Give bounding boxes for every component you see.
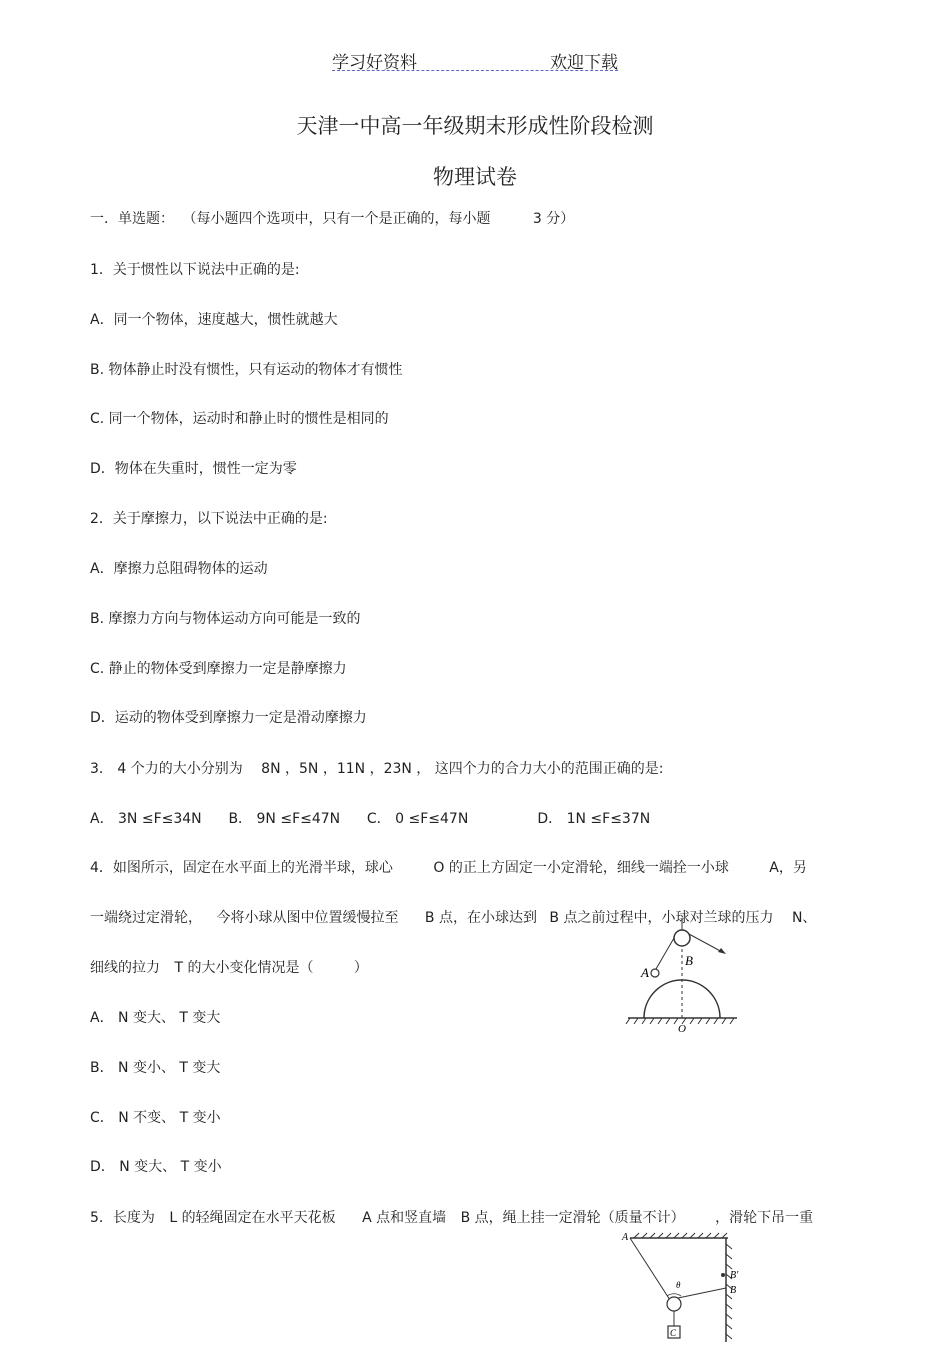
- q4-line-3-part-c: ）: [353, 960, 368, 976]
- header-right-text: 欢迎下载: [550, 53, 618, 73]
- document-subtitle: 物理试卷: [433, 165, 517, 189]
- q4-hemisphere-figure: [620, 918, 745, 1036]
- pull-arrow-icon: [718, 948, 726, 954]
- q1-option-d: D．物体在失重时，惯性一定为零: [90, 461, 297, 477]
- q3-option-d: D． 1N ≤F≤37N: [537, 811, 651, 827]
- q4-line-2-part-a: 一端绕过定滑轮，: [90, 910, 202, 926]
- section-heading: [90, 208, 574, 228]
- label-a: A: [641, 965, 649, 980]
- q4-line-2-part-c: B 点，在小球达到: [424, 910, 537, 926]
- q2-option-a: A．摩擦力总阻碍物体的运动: [90, 561, 268, 577]
- rope-left: [630, 1238, 670, 1300]
- section-note: （每小题四个选项中，只有一个是正确的，每小题: [182, 211, 491, 227]
- q4-line-2-part-d: B 点之前过程中，小球对兰球的压力: [549, 910, 774, 926]
- q1-option-c: C. 同一个物体，运动时和静止时的惯性是相同的: [90, 411, 389, 427]
- q4-line-2-part-e: N、: [791, 910, 817, 926]
- q3-forces: 8N ，5N ，11N ，23N ，: [261, 761, 431, 777]
- q3-option-c: C． 0 ≤F≤47N: [366, 811, 469, 827]
- rope-right: [678, 1288, 726, 1298]
- q3-option-a: A． 3N ≤F≤34N: [90, 811, 202, 827]
- string-pull: [689, 934, 724, 953]
- q3-stem-start: 3． 4 个力的大小分别为: [90, 761, 243, 777]
- header-left-text: 学习好资料: [332, 53, 417, 73]
- q5-part-e: ，滑轮下吊一重: [715, 1210, 814, 1226]
- q4-line-3-part-a: 细线的拉力: [90, 960, 160, 976]
- q2-option-c: C. 静止的物体受到摩擦力一定是静摩擦力: [90, 661, 347, 677]
- document-title: 天津一中高一年级期末形成性阶段检测: [296, 114, 654, 138]
- ball-a: [651, 969, 659, 977]
- header-dashed-rule: [332, 70, 618, 71]
- label-b: B: [685, 953, 693, 968]
- q4-option-b: B． N 变小、 T 变大: [90, 1060, 221, 1076]
- label-a: A: [622, 1232, 629, 1243]
- q1-option-b: B. 物体静止时没有惯性，只有运动的物体才有惯性: [90, 362, 403, 378]
- q2-option-d: D．运动的物体受到摩擦力一定是滑动摩擦力: [90, 710, 367, 726]
- page-header: [332, 48, 618, 72]
- label-c: C: [670, 1328, 677, 1338]
- q3-option-b: B． 9N ≤F≤47N: [228, 811, 341, 827]
- q5-part-d: B 点，绳上挂一定滑轮（质量不计）: [460, 1210, 685, 1226]
- q5-part-b: L 的轻绳固定在水平天花板: [169, 1210, 336, 1226]
- label-o: O: [678, 1023, 686, 1035]
- q4-option-c: C． N 不变、 T 变小: [90, 1110, 221, 1126]
- point-b-prime: [721, 1273, 725, 1277]
- q3-stem-end: 这四个力的合力大小的范围正确的是:: [434, 761, 664, 777]
- q4-line-2-part-b: 今将小球从图中位置缓慢拉至: [216, 910, 399, 926]
- q4-line-1-part-a: 4．如图所示，固定在水平面上的光滑半球，球心: [90, 860, 393, 876]
- q1-stem: 1．关于惯性以下说法中正确的是:: [90, 262, 300, 278]
- label-b-prime: B': [730, 1270, 739, 1281]
- q2-stem: 2．关于摩擦力，以下说法中正确的是:: [90, 511, 328, 527]
- section-points: 3 分）: [532, 211, 575, 227]
- q4-line-3: [90, 957, 368, 977]
- q1-option-a: A．同一个物体，速度越大，惯性就越大: [90, 312, 338, 328]
- pulley-circle: [674, 930, 690, 946]
- q5-stem: [90, 1207, 813, 1227]
- q4-option-d: D． N 变大、 T 变小: [90, 1159, 222, 1175]
- q2-option-b: B. 摩擦力方向与物体运动方向可能是一致的: [90, 611, 361, 627]
- q4-line-1: [90, 857, 807, 877]
- label-b: B: [730, 1285, 737, 1296]
- q4-line-1-part-b: O 的正上方固定一小定滑轮，细线一端拴一小球: [433, 860, 729, 876]
- string-to-ball: [656, 938, 674, 969]
- label-theta: θ: [676, 1280, 681, 1290]
- q4-line-1-part-c: A，另: [769, 860, 807, 876]
- theta-arc: [667, 1294, 681, 1296]
- q5-part-a: 5．长度为: [90, 1210, 155, 1226]
- pulley-circle: [667, 1297, 681, 1311]
- q5-part-c: A 点和竖直墙: [362, 1210, 447, 1226]
- q3-stem: [90, 758, 663, 778]
- q4-option-a: A． N 变大、 T 变大: [90, 1010, 221, 1026]
- q3-options: [90, 808, 650, 828]
- q4-line-3-part-b: T 的大小变化情况是（: [174, 960, 314, 976]
- q5-pulley-figure: [618, 1230, 746, 1344]
- section-label: 一．单选题：: [90, 211, 174, 227]
